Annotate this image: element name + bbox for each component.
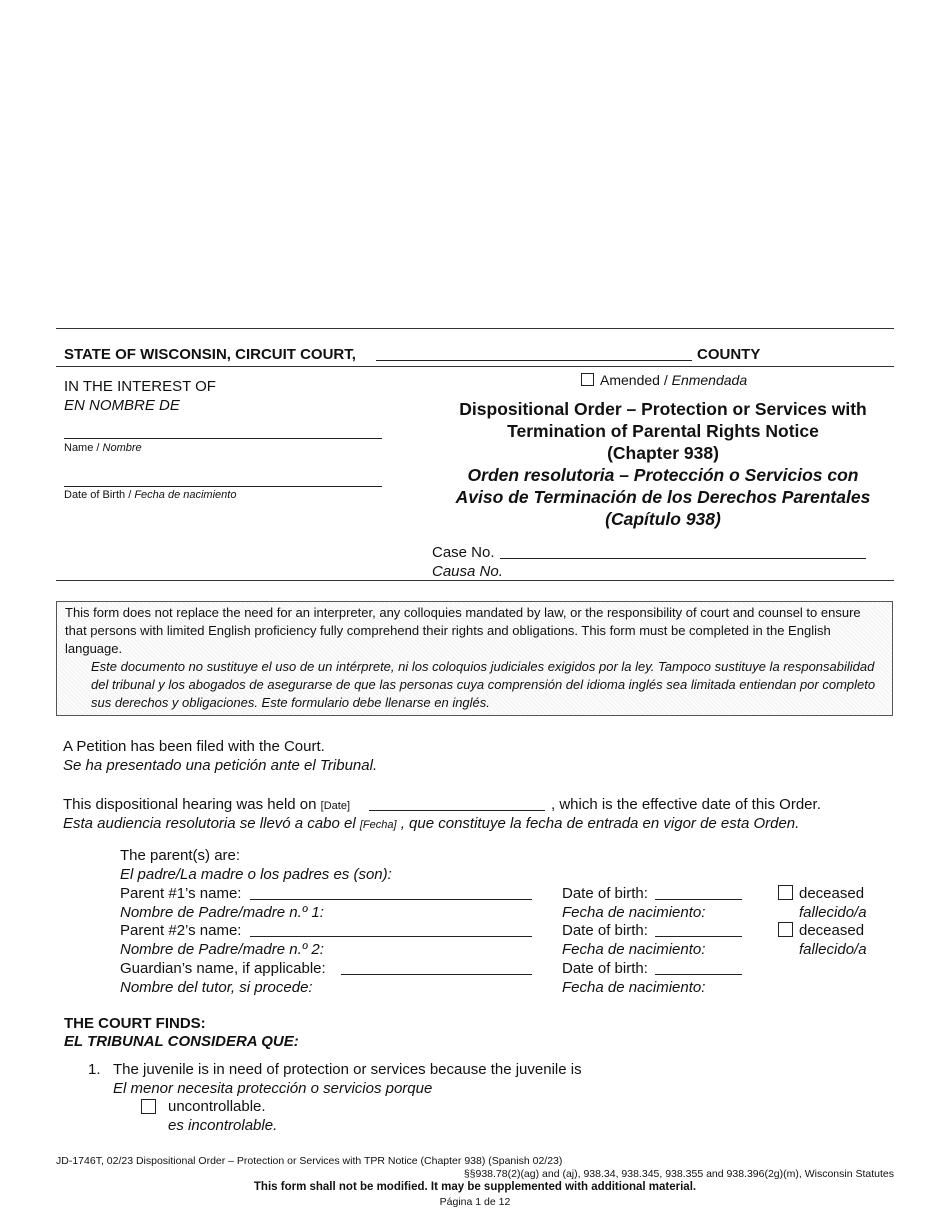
- parent2-name-label: Parent #2’s name:: [120, 922, 242, 939]
- notice-es: Este documento no sustituye el uso de un intérprete, ni los coloquios judiciales exigidos por la ley. Tampoco sustituye la responsabilidad del tribunal y los abogados de asegurarse de que las personas cuya comprensión del idioma inglés sea limitada entiendan por completo sus derechos y obligaciones. Este formulario debe llenarse en inglés.: [91, 659, 876, 710]
- guardian-name-label: Guardian’s name, if applicable:: [120, 960, 326, 977]
- case-no-label-es: Causa No.: [432, 563, 503, 580]
- parent1-deceased-label-es: fallecido/a: [799, 904, 867, 921]
- finding-1-text-es: El menor necesita protección o servicios porque: [113, 1080, 433, 1097]
- guardian-dob-label-es: Fecha de nacimiento:: [562, 979, 706, 996]
- guardian-dob-label: Date of birth:: [562, 960, 648, 977]
- finding-1-text: The juvenile is in need of protection or services because the juvenile is: [113, 1061, 582, 1078]
- hearing-statement-es: Esta audiencia resolutoria se llevó a cabo el [Fecha] , que constituye la fecha de entrada en vigor de esta Orden.: [63, 815, 800, 832]
- footer-form-id: JD-1746T, 02/23 Dispositional Order – Protection or Services with TPR Notice (Chapter 938) (Spanish 02/23): [56, 1155, 563, 1167]
- case-no-field[interactable]: [500, 558, 866, 559]
- footer-statutes: §§938.78(2)(ag) and (aj), 938.34, 938.345, 938.355 and 938.396(2g)(m), Wisconsin Statutes: [463, 1168, 894, 1180]
- court-finds-heading: THE COURT FINDS:: [64, 1015, 206, 1032]
- header-rule: [56, 366, 894, 367]
- uncontrollable-label: uncontrollable.: [168, 1098, 266, 1115]
- title-es-line2: Aviso de Terminación de los Derechos Parentales: [455, 487, 871, 507]
- parents-intro-es: El padre/La madre o los padres es (son):: [120, 866, 392, 883]
- parent1-name-label-es: Nombre de Padre/madre n.º 1:: [120, 904, 324, 921]
- parent2-deceased-checkbox[interactable]: [778, 922, 793, 937]
- dob-label: Date of Birth / Fecha de nacimiento: [64, 489, 237, 501]
- top-rule: [56, 328, 894, 329]
- parent1-dob-label-es: Fecha de nacimiento:: [562, 904, 706, 921]
- parent1-name-label: Parent #1’s name:: [120, 885, 242, 902]
- hearing-date-field[interactable]: [369, 810, 545, 811]
- county-name-field[interactable]: [376, 360, 692, 361]
- title-es-line1: Orden resolutoria – Protección o Servicios con: [467, 465, 859, 485]
- title-en-line2: Termination of Parental Rights Notice: [507, 421, 819, 441]
- petition-statement-es: Se ha presentado una petición ante el Tribunal.: [63, 757, 378, 774]
- title-es-line3: (Capítulo 938): [605, 509, 721, 529]
- hearing-effective-text: , which is the effective date of this Order.: [551, 796, 821, 813]
- amended-label: Amended / Enmendada: [600, 372, 748, 388]
- county-label: COUNTY: [697, 346, 761, 363]
- guardian-name-field[interactable]: [341, 974, 532, 975]
- amended-checkbox[interactable]: [581, 373, 594, 386]
- parent1-dob-label: Date of birth:: [562, 885, 648, 902]
- parent1-deceased-label: deceased: [799, 885, 865, 902]
- parent2-deceased-label: deceased: [799, 922, 865, 939]
- parent1-dob-field[interactable]: [655, 899, 742, 900]
- juvenile-dob-field[interactable]: [64, 486, 382, 487]
- court-finds-heading-es: EL TRIBUNAL CONSIDERA QUE:: [64, 1033, 299, 1050]
- footer-modification-notice: This form shall not be modified. It may be supplemented with additional material.: [253, 1181, 697, 1193]
- notice-en: This form does not replace the need for an interpreter, any colloquies mandated by law, or the responsibility of court and counsel to ensure that persons with limited English proficiency fully comprehend their rights and obligations. This form must be completed in the English language.: [65, 605, 861, 656]
- parent2-dob-label-es: Fecha de nacimiento:: [562, 941, 706, 958]
- parent2-dob-field[interactable]: [655, 936, 742, 937]
- petition-statement: A Petition has been filed with the Court.: [63, 738, 325, 755]
- court-header: STATE OF WISCONSIN, CIRCUIT COURT,: [64, 346, 356, 363]
- case-no-label: Case No.: [432, 544, 495, 561]
- page-number: Página 1 de 12: [439, 1196, 511, 1208]
- guardian-dob-field[interactable]: [655, 974, 742, 975]
- parent1-name-field[interactable]: [250, 899, 532, 900]
- finding-1-number: 1.: [88, 1061, 101, 1078]
- hearing-statement: This dispositional hearing was held on [Date]: [63, 796, 351, 813]
- interest-label-es: EN NOMBRE DE: [64, 397, 180, 414]
- parents-intro: The parent(s) are:: [120, 847, 241, 864]
- juvenile-name-field[interactable]: [64, 438, 382, 439]
- form-title: [420, 398, 906, 530]
- title-en-line3: (Chapter 938): [607, 443, 719, 463]
- parent2-dob-label: Date of birth:: [562, 922, 648, 939]
- caption-rule: [56, 580, 894, 581]
- interpreter-notice: [56, 601, 893, 716]
- uncontrollable-label-es: es incontrolable.: [168, 1117, 278, 1134]
- title-en-line1: Dispositional Order – Protection or Services with: [459, 399, 867, 419]
- parent1-deceased-checkbox[interactable]: [778, 885, 793, 900]
- name-label: Name / Nombre: [64, 442, 142, 454]
- parent2-name-field[interactable]: [250, 936, 532, 937]
- interest-label: IN THE INTEREST OF: [64, 378, 216, 395]
- parent2-name-label-es: Nombre de Padre/madre n.º 2:: [120, 941, 324, 958]
- guardian-name-label-es: Nombre del tutor, si procede:: [120, 979, 313, 996]
- parent2-deceased-label-es: fallecido/a: [799, 941, 867, 958]
- uncontrollable-checkbox[interactable]: [141, 1099, 156, 1114]
